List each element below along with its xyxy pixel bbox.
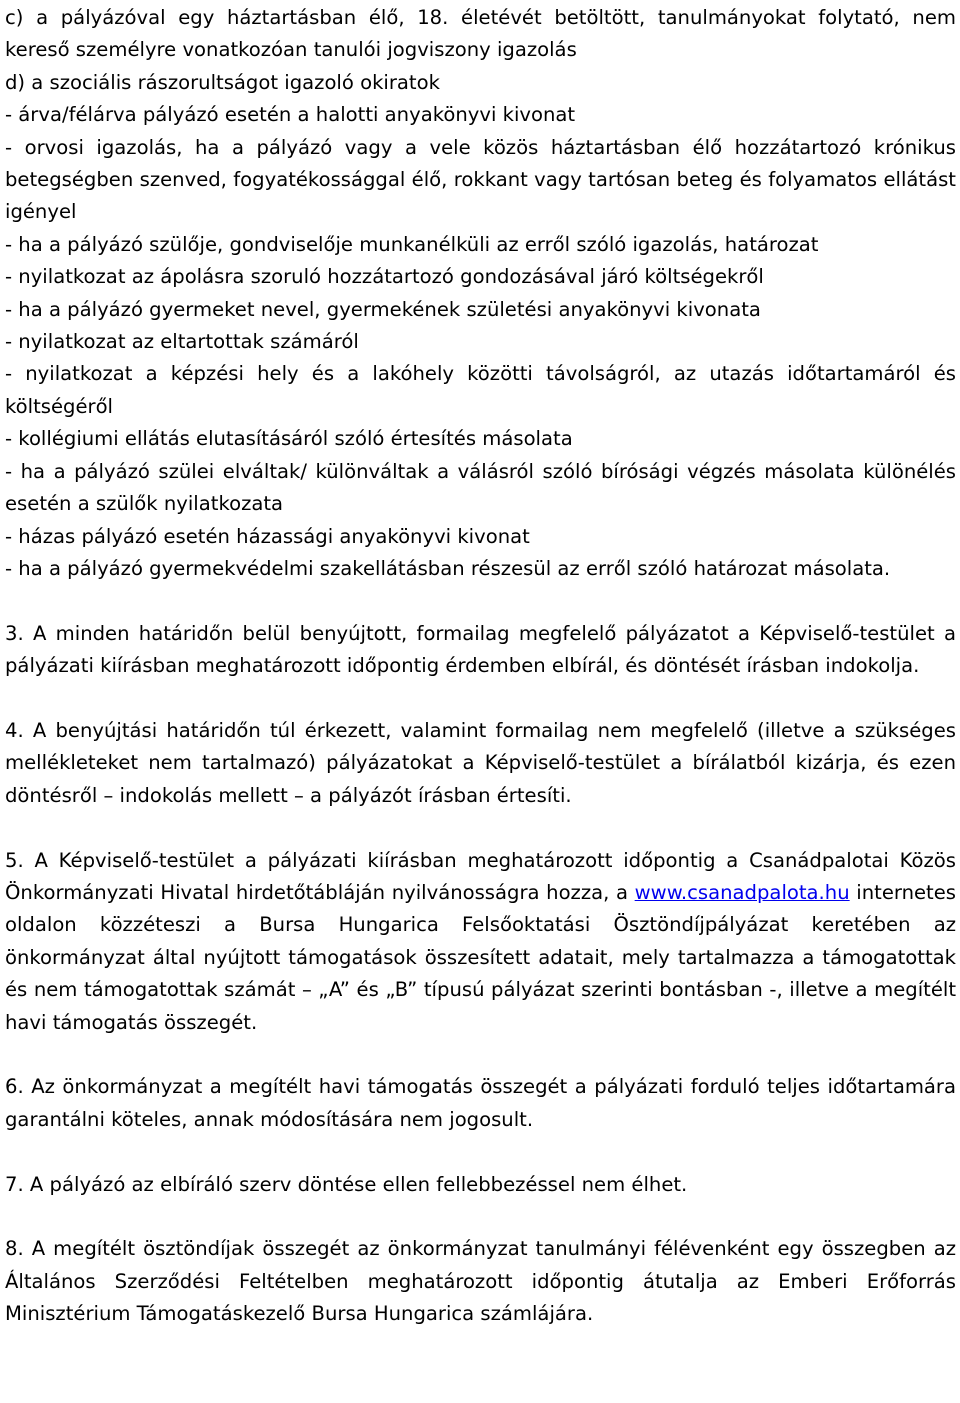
paragraph-gap [5, 812, 956, 844]
website-link[interactable]: www.csanadpalota.hu [634, 880, 850, 904]
paragraph-7: 7. A pályázó az elbíráló szerv döntése ellen fellebbezéssel nem élhet. [5, 1172, 688, 1196]
list-item: - ha a pályázó szülője, gondviselője munkanélküli az erről szóló igazolás, határozat [5, 232, 819, 256]
paragraph-6: 6. Az önkormányzat a megítélt havi támogatás összegét a pályázati forduló teljes időtartamára garantálni köteles, annak módosítására nem jogosult. [5, 1075, 956, 1131]
list-item: - nyilatkozat az ápolásra szoruló hozzátartozó gondozásával járó költségekről [5, 265, 764, 289]
paragraph-8: 8. A megítélt ösztöndíjak összegét az önkormányzat tanulmányi félévenként egy összegben az Általános Szerződési Feltételben meghatározott időpontig átutalja az Emberi Erőforrás Minisztérium Támogatáskezelő Bursa Hungarica számlájára. [5, 1237, 956, 1326]
paragraph-5 [5, 845, 956, 1039]
list-item: - kollégiumi ellátás elutasításáról szóló értesítés másolata [5, 427, 573, 451]
paragraph-gap [5, 1039, 956, 1071]
list-item: - nyilatkozat az eltartottak számáról [5, 330, 359, 354]
list-item: - orvosi igazolás, ha a pályázó vagy a vele közös háztartásban élő hozzátartozó krónikus betegségben szenved, fogyatékossággal élő, rokkant vagy tartósan beteg és folyamatos ellátást igényel [5, 135, 956, 224]
list-item: - árva/félárva pályázó esetén a halotti anyakönyvi kivonat [5, 103, 576, 127]
paragraph-gap [5, 1136, 956, 1168]
item-c: c) a pályázóval egy háztartásban élő, 18. életévét betöltött, tanulmányokat folytató, nem kereső személyre vonatkozóan tanulói jogviszony igazolás [5, 6, 956, 62]
list-item: - ha a pályázó gyermeket nevel, gyermekének születési anyakönyvi kivonata [5, 297, 761, 321]
item-d: d) a szociális rászorultságot igazoló okiratok [5, 70, 440, 94]
list-item: - ha a pályázó gyermekvédelmi szakellátásban részesül az erről szóló határozat másolata. [5, 556, 891, 580]
paragraph-5-text-before: 5. A Képviselő-testület a pályázati kiírásban meghatározott időpontig a Csanádpalotai Közös Önkormányzati Hivatal hirdetőtábláján nyilvánosságra hozza, a [5, 848, 956, 904]
list-item: - ha a pályázó szülei elváltak/ különváltak a válásról szóló bírósági végzés másolata különélés esetén a szülők nyilatkozata [5, 459, 956, 516]
paragraph-gap [5, 585, 956, 617]
paragraph-5-text-after: internetes oldalon közzéteszi a Bursa Hungarica Felsőoktatási Ösztöndíjpályázat keretében az önkormányzat által nyújtott támogatások összesített adatait, mely tartalmazza a támogatottak és nem támogatottak számát – „A” és „B” típusú pályázat szerinti bontásban -, illetve a megítélt havi támogatás összegét. [5, 880, 956, 1034]
paragraph-4: 4. A benyújtási határidőn túl érkezett, valamint formailag nem megfelelő (illetve a szükséges mellékleteket nem tartalmazó) pályázatokat a Képviselő-testület a bírálatból kizárja, és ezen döntésről – indokolás mellett – a pályázót írásban értesíti. [5, 718, 956, 807]
paragraph-3: 3. A minden határidőn belül benyújtott, formailag megfelelő pályázatot a Képviselő-testület a pályázati kiírásban meghatározott időpontig érdemben elbírál, és döntését írásban indokolja. [5, 621, 956, 678]
paragraph-gap [5, 1201, 956, 1233]
paragraph-gap [5, 683, 956, 715]
list-item: - házas pályázó esetén házassági anyakönyvi kivonat [5, 524, 530, 548]
list-item: - nyilatkozat a képzési hely és a lakóhely közötti távolságról, az utazás időtartamáról és költségéről [5, 362, 956, 418]
